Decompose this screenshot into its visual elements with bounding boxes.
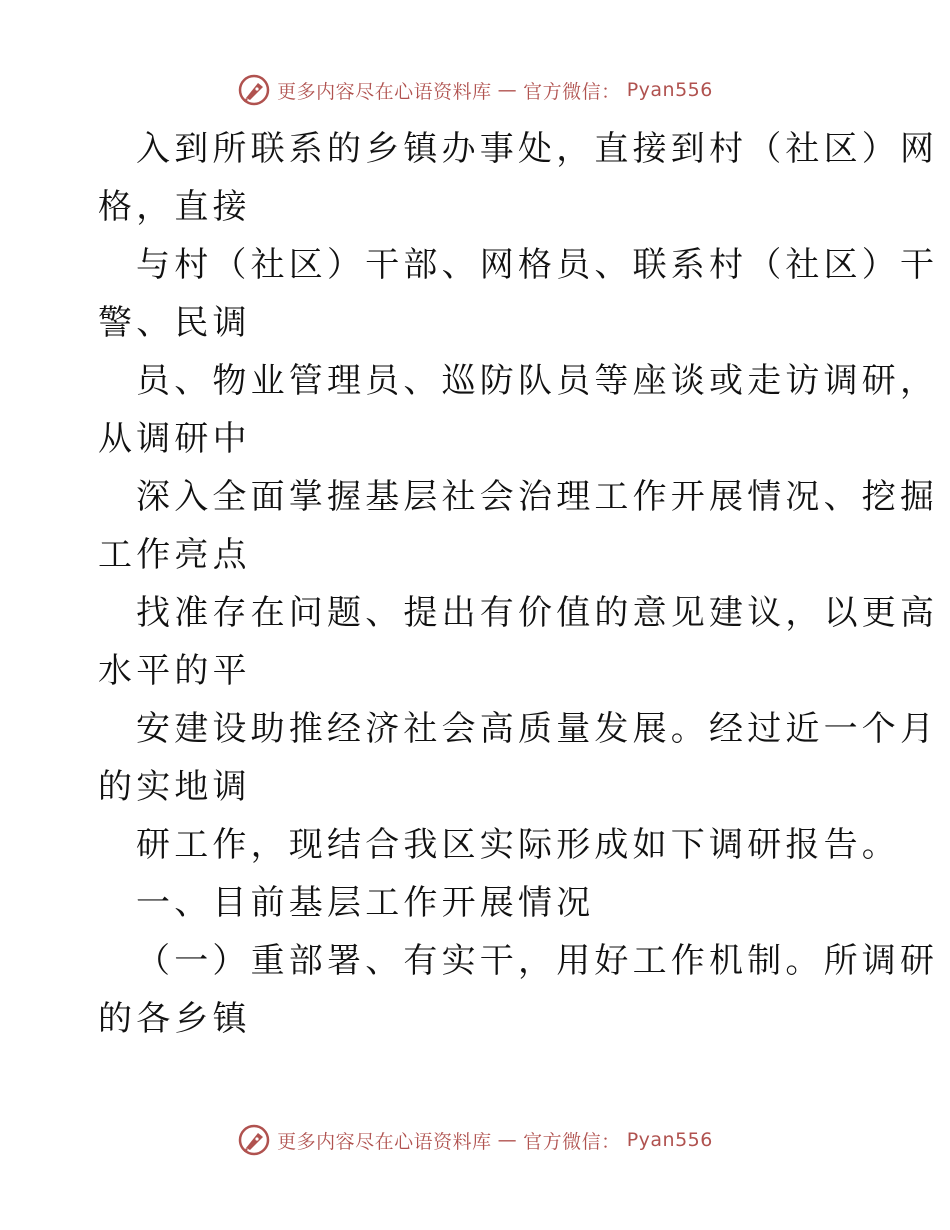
banner-dash: — bbox=[497, 79, 518, 101]
paragraph-line: 深入全面掌握基层社会治理工作开展情况、挖掘 bbox=[136, 477, 939, 517]
pen-nib-logo-icon bbox=[237, 1123, 271, 1157]
paragraph-line: 格，直接 bbox=[98, 187, 251, 227]
banner-wechat-label: 官方微信： bbox=[523, 1130, 621, 1153]
paragraph-line: 从调研中 bbox=[98, 419, 251, 459]
paragraph-line: 的实地调 bbox=[98, 767, 251, 807]
header-banner bbox=[0, 70, 950, 110]
banner-title: 更多内容尽在心语资料库 bbox=[277, 80, 492, 103]
paragraph bbox=[98, 468, 939, 584]
paragraph-line: 工作亮点 bbox=[98, 535, 251, 575]
paragraph bbox=[98, 816, 900, 874]
paragraph-line: 与村（社区）干部、网格员、联系村（社区）干 bbox=[136, 245, 939, 285]
heading-line: 一、目前基层工作开展情况 bbox=[136, 883, 595, 923]
paragraph bbox=[98, 120, 939, 236]
paragraph-line: 员、物业管理员、巡防队员等座谈或走访调研， bbox=[136, 361, 939, 401]
paragraph bbox=[98, 932, 939, 1048]
pen-nib-logo-icon bbox=[237, 73, 271, 107]
paragraph bbox=[98, 352, 939, 468]
banner-title: 更多内容尽在心语资料库 bbox=[277, 1130, 492, 1153]
paragraph-line: 找准存在问题、提出有价值的意见建议，以更高 bbox=[136, 593, 939, 633]
paragraph-line: （一）重部署、有实干，用好工作机制。所调研 bbox=[136, 941, 939, 981]
banner-dash: — bbox=[497, 1129, 518, 1151]
paragraph-line: 警、民调 bbox=[98, 303, 251, 343]
banner-wechat-id: Pyan556 bbox=[626, 1129, 713, 1151]
footer-banner bbox=[0, 1120, 950, 1160]
paragraph-line: 入到所联系的乡镇办事处，直接到村（社区）网 bbox=[136, 129, 939, 169]
banner-wechat-label: 官方微信： bbox=[523, 80, 621, 103]
paragraph-line: 安建设助推经济社会高质量发展。经过近一个月 bbox=[136, 709, 939, 749]
paragraph bbox=[98, 584, 939, 700]
section-heading bbox=[98, 874, 858, 932]
banner-wechat-id: Pyan556 bbox=[626, 79, 713, 101]
paragraph-line: 的各乡镇 bbox=[98, 999, 251, 1039]
document-body bbox=[98, 120, 939, 1048]
paragraph bbox=[98, 700, 939, 816]
paragraph bbox=[98, 236, 939, 352]
paragraph-line: 水平的平 bbox=[98, 651, 251, 691]
paragraph-line: 研工作，现结合我区实际形成如下调研报告。 bbox=[136, 825, 900, 865]
